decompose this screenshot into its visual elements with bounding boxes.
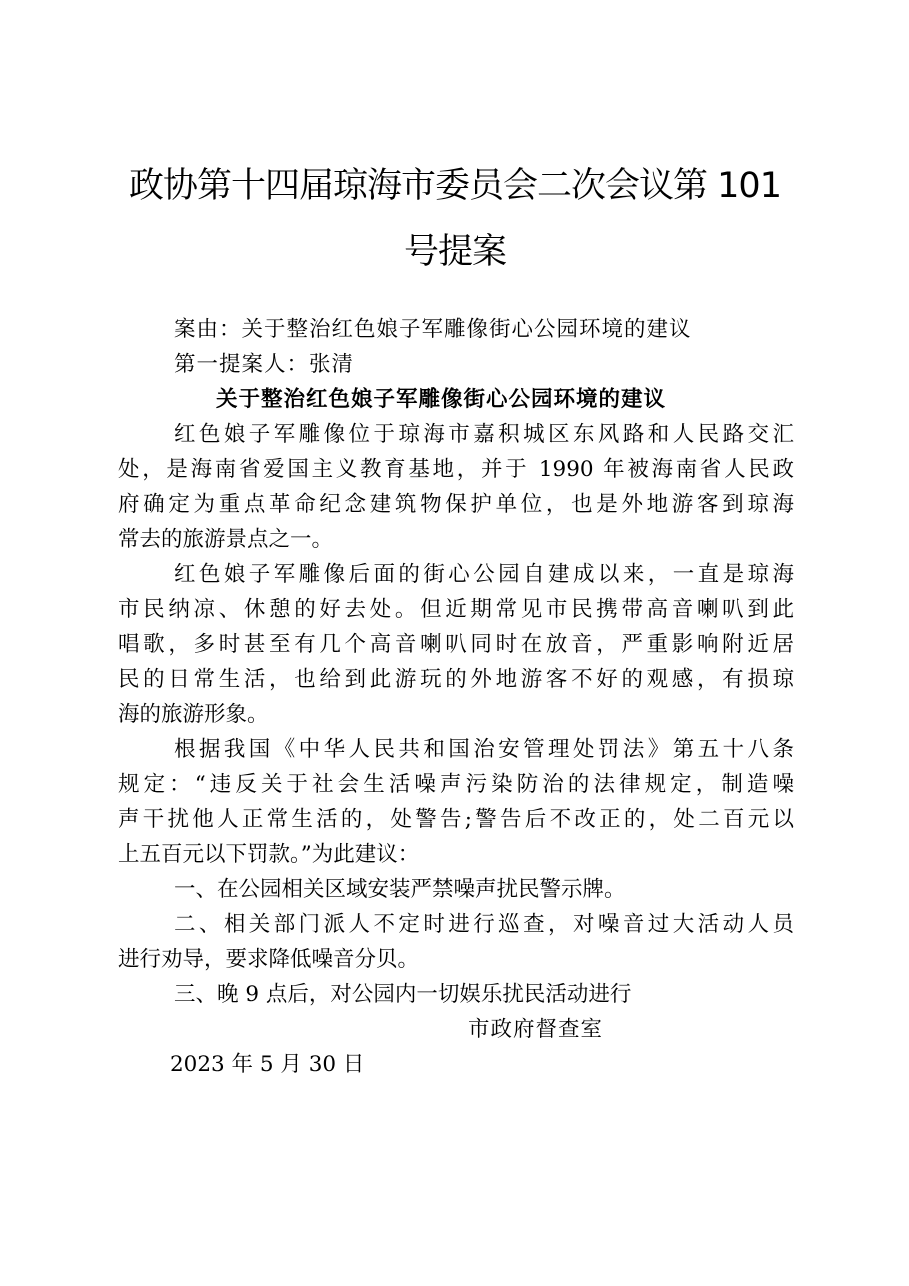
suggestion-item: 一、在公园相关区域安装严禁噪声扰民警示牌。 bbox=[174, 877, 626, 902]
document-body bbox=[118, 312, 794, 1082]
paragraph-line: 常去的旅游景点之一。 bbox=[118, 527, 334, 552]
office-signature: 市政府督查室 bbox=[468, 1017, 604, 1042]
document-date: 2023 年 5 月 30 日 bbox=[170, 1052, 365, 1077]
paragraph-line: 红色娘子军雕像后面的街心公园自建成以来，一直是琼海 bbox=[174, 562, 794, 587]
paragraph-line: 进行劝导，要求降低噪音分贝。 bbox=[118, 947, 420, 972]
proposal-cause: 案由：关于整治红色娘子军雕像街心公园环境的建议 bbox=[174, 317, 692, 342]
paragraph-line: 海的旅游形象。 bbox=[118, 702, 269, 727]
paragraph-line: 根据我国《中华人民共和国治安管理处罚法》第五十八条 bbox=[174, 737, 794, 762]
proposal-title-line-2: 号提案 bbox=[403, 232, 506, 272]
paragraph-line: 红色娘子军雕像位于琼海市嘉积城区东风路和人民路交汇 bbox=[174, 422, 794, 447]
paragraph-line: 市民纳凉、休憩的好去处。但近期常见市民携带高音喇叭到此 bbox=[118, 597, 794, 622]
suggestion-item: 二、相关部门派人不定时进行巡查，对噪音过大活动人员 bbox=[174, 912, 794, 937]
proposal-subtitle: 关于整治红色娘子军雕像街心公园环境的建议 bbox=[216, 387, 667, 412]
paragraph-line: 处，是海南省爱国主义教育基地，并于 1990 年被海南省人民政 bbox=[118, 457, 794, 482]
suggestion-item: 三、晚 9 点后，对公园内一切娱乐扰民活动进行 bbox=[174, 982, 632, 1007]
proposal-proposer: 第一提案人：张清 bbox=[174, 352, 355, 377]
proposal-title-line-1: 政协第十四届琼海市委员会二次会议第 101 bbox=[129, 166, 781, 206]
paragraph-line: 民的日常生活，也给到此游玩的外地游客不好的观感，有损琼 bbox=[118, 667, 794, 692]
paragraph-line: 声干扰他人正常生活的，处警告;警告后不改正的，处二百元以 bbox=[118, 807, 794, 832]
paragraph-line: 唱歌，多时甚至有几个高音喇叭同时在放音，严重影响附近居 bbox=[118, 632, 794, 657]
paragraph-line: 府确定为重点革命纪念建筑物保护单位，也是外地游客到琼海 bbox=[118, 492, 794, 517]
paragraph-line: 规定：“违反关于社会生活噪声污染防治的法律规定，制造噪 bbox=[118, 772, 794, 797]
paragraph-line: 上五百元以下罚款。”为此建议： bbox=[118, 842, 420, 867]
